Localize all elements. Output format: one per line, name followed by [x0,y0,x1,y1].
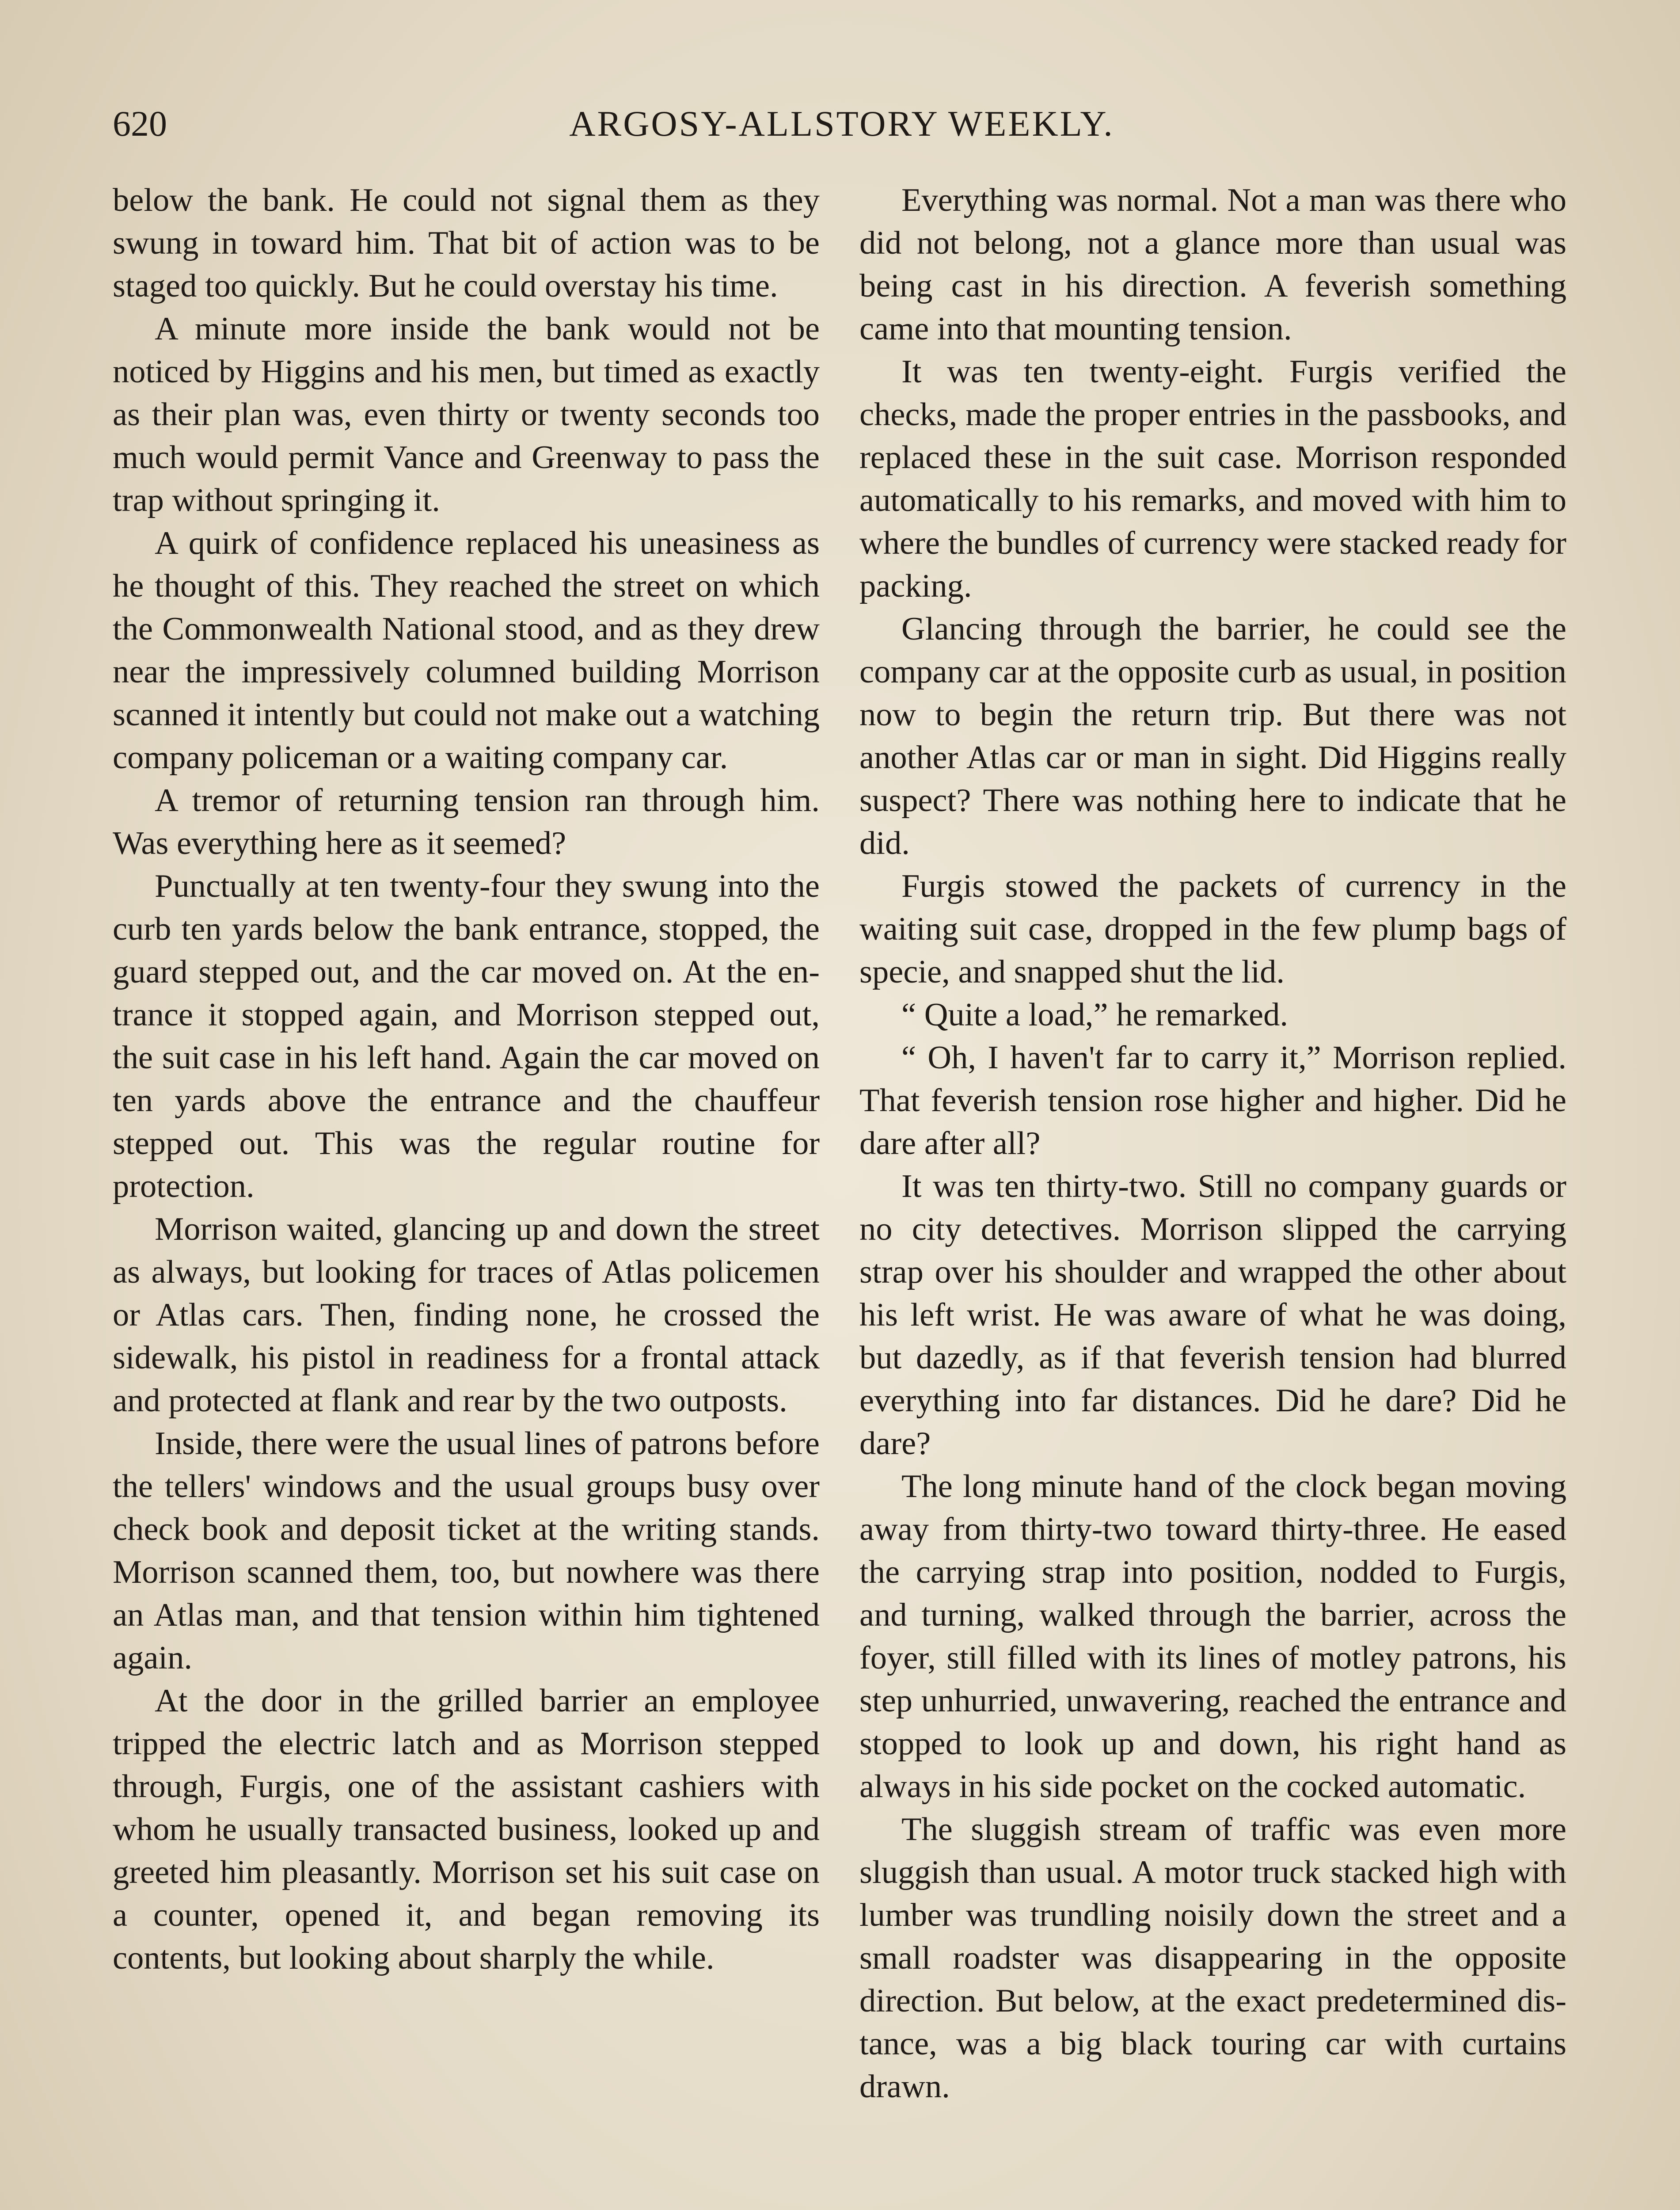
page-number: 620 [113,103,167,144]
paragraph: “ Oh, I haven't far to carry it,” Morrison replied. That feverish tension rose higher and higher. Did he dare after all? [859,1040,1566,1162]
page-header [113,99,1571,148]
paragraph: A minute more inside the bank would not be noticed by Higgins and his men, but timed as exactly as their plan was, even thirty or twenty seconds too much would permit Vance and Greenway to pass the trap without springing it. [113,311,820,518]
paragraph: The long minute hand of the clock began moving away from thirty-two toward thirty-three. He eased the carrying strap into position, nodded to Furgis, and turning, walked through the barrier, across the foyer, still filled with its lines of motley patrons, his step unhurried, unwavering, reached the entrance and stopped to look up and down, his right hand as always in his side pocket on the cocked automatic. [859,1468,1566,1805]
paragraph: At the door in the grilled barrier an employee tripped the electric latch and as Morrison stepped through, Furgis, one of the assistant cashiers with whom he usually transacted business, looked up and greeted him pleasantly. Morrison set his suit case on a counter, opened it, and began removing its contents, but looking about sharply the while. [113,1683,820,1976]
paragraph: Morrison waited, glancing up and down the street as always, but looking for traces of Atlas policemen or Atlas cars. Then, finding none, he crossed the sidewalk, his pistol in readiness for a frontal attack and protected at flank and rear by the two outposts. [113,1211,820,1419]
paragraph: Inside, there were the usual lines of patrons before the tellers' windows and the usual groups busy over check book and deposit ticket at the writing stands. Morrison scanned them, too, but nowhere was there an Atlas man, and that tension within him tightened again. [113,1425,820,1676]
paragraph: The sluggish stream of traffic was even more sluggish than usual. A motor truck stacked high with lumber was trundling noisily down the street and a small roadster was disappearing in the opposite direction. But below, at the exact predetermined distance, was a big black touring car with curtains drawn. [859,1811,1566,2105]
running-title: ARGOSY-ALLSTORY WEEKLY. [569,103,1114,144]
paragraph: Punctually at ten twenty-four they swung into the curb ten yards below the bank entrance, stopped, the guard stepped out, and the car moved on. At the entrance it stopped again, and Morrison stepped out, the suit case in his left hand. Again the car moved on ten yards above the entrance and the chauffeur stepped out. This was the regular routine for protection. [113,868,820,1204]
paragraph: below the bank. He could not signal them as they swung in toward him. That bit of action was to be staged too quickly. But he could overstay his time. [113,182,820,304]
paragraph: It was ten twenty-eight. Furgis verified the checks, made the proper entries in the passbooks, and replaced these in the suit case. Morrison responded automatically to his remarks, and moved with him to where the bundles of currency were stacked ready for packing. [859,354,1566,604]
paragraph: A quirk of confidence replaced his uneasiness as he thought of this. They reached the street on which the Commonwealth National stood, and as they drew near the impressively columned building Morrison scanned it intently but could not make out a watching company policeman or a waiting company car. [113,525,820,776]
paragraph: It was ten thirty-two. Still no company guards or no city detectives. Morrison slipped the carrying strap over his shoulder and wrapped the other about his left wrist. He was aware of what he was doing, but dazedly, as if that feverish tension had blurred everything into far distances. Did he dare? Did he dare? [859,1168,1566,1462]
paragraph: Everything was normal. Not a man was there who did not belong, not a glance more than usual was being cast in his direction. A feverish something came into that mounting tension. [859,182,1566,347]
paragraph: Glancing through the barrier, he could see the company car at the opposite curb as usual, in position now to begin the return trip. But there was not another Atlas car or man in sight. Did Higgins really suspect? There was nothing here to indicate that he did. [859,611,1566,861]
paragraph: A tremor of returning tension ran through him. Was everything here as it seemed? [113,782,820,861]
right-column [859,179,1566,2108]
paragraph: “ Quite a load,” he remarked. [901,997,1288,1033]
left-column [113,179,820,1980]
paragraph: Furgis stowed the packets of currency in the waiting suit case, dropped in the few plump bags of specie, and snapped shut the lid. [859,868,1566,990]
